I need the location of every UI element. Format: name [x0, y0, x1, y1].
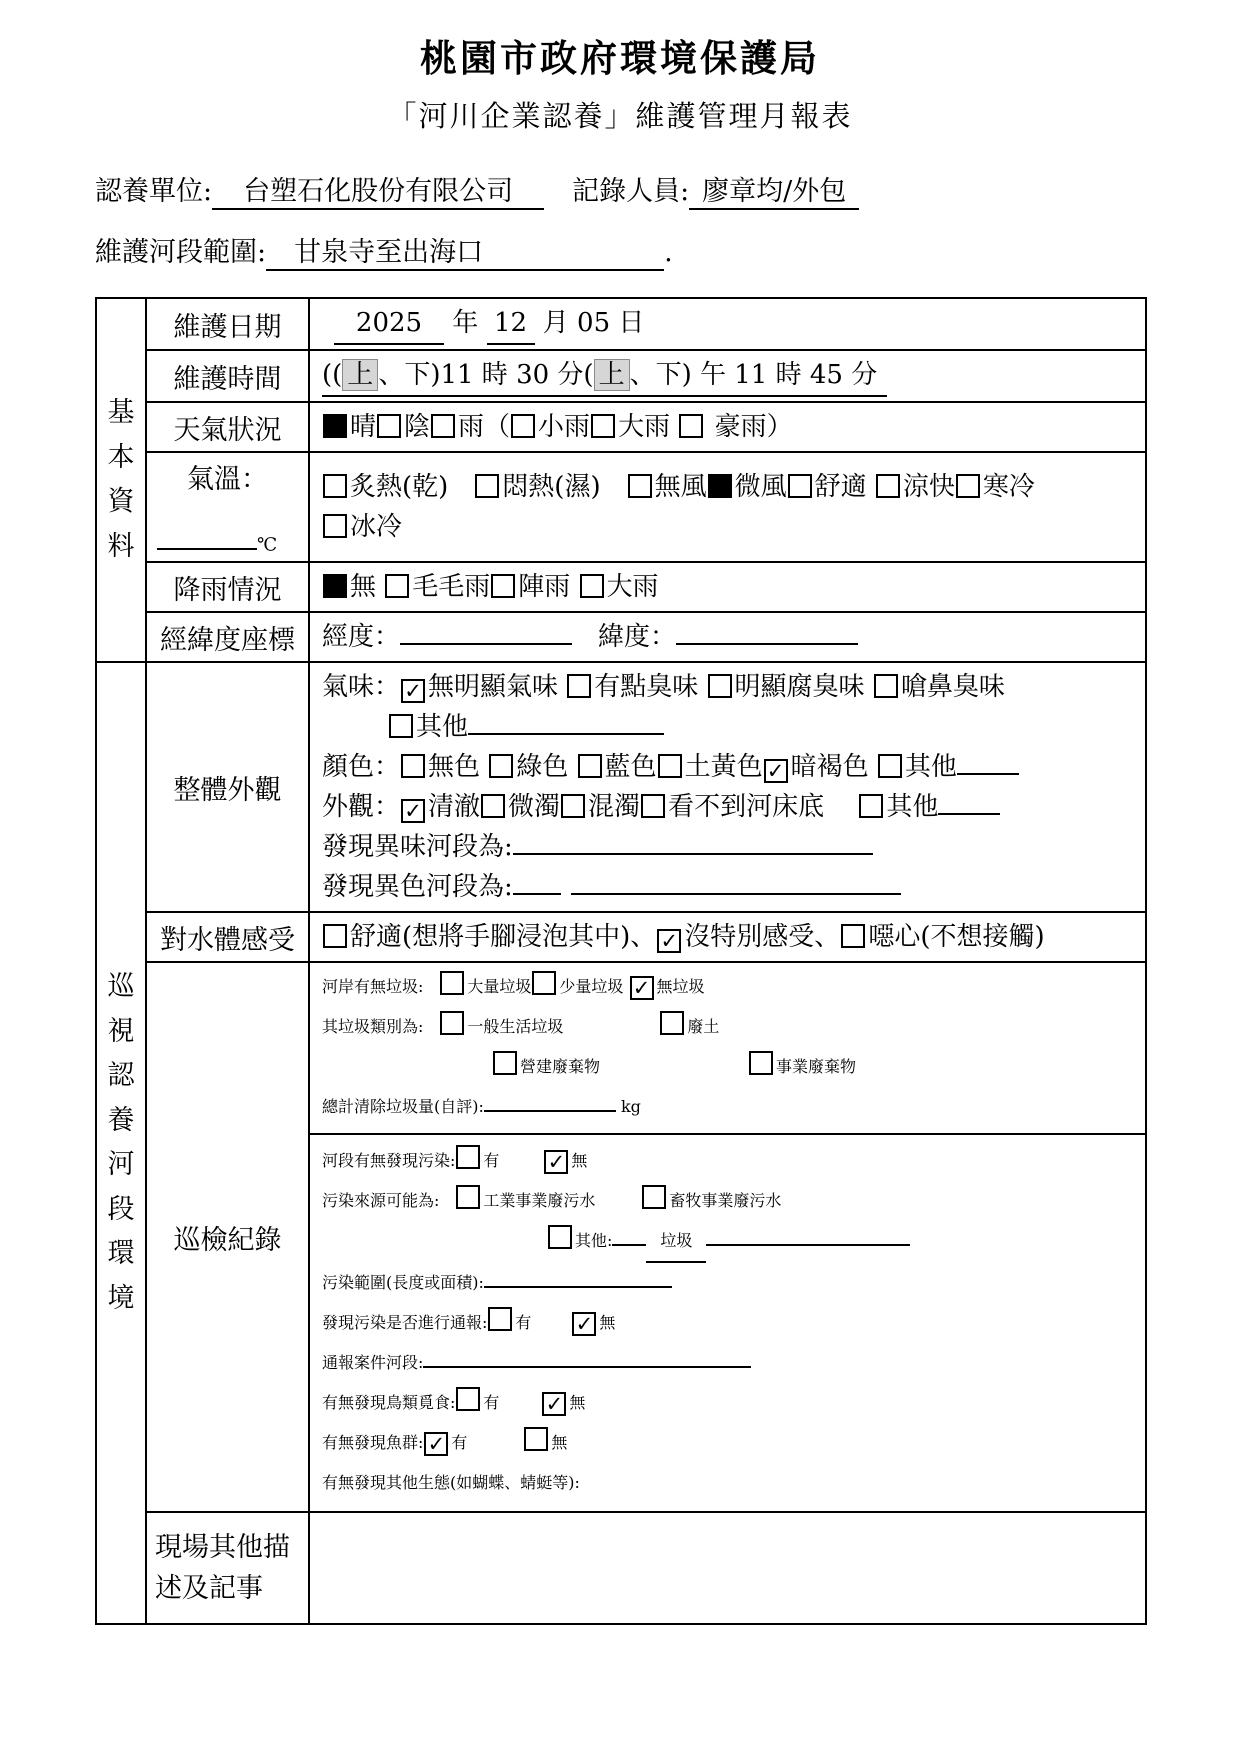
label-maintenance-time: 維護時間: [146, 350, 309, 402]
text: ((: [322, 360, 343, 390]
checkbox-shower[interactable]: [491, 574, 515, 598]
label-overall-appearance: 整體外觀: [146, 662, 309, 912]
text: 陰: [404, 412, 431, 442]
text: 發現污染是否進行通報:: [322, 1313, 488, 1333]
text: 有: [483, 1393, 500, 1413]
latitude-field[interactable]: [676, 618, 858, 645]
checkbox-rainy[interactable]: [431, 414, 455, 438]
field-site-notes[interactable]: [309, 1512, 1146, 1624]
checkbox-drizzle[interactable]: [385, 574, 409, 598]
text: 舒適: [814, 472, 875, 503]
checkbox-garbage-none[interactable]: ✓: [630, 976, 654, 1000]
text: 小雨: [538, 412, 591, 442]
field-fish: [322, 1423, 1139, 1463]
text: 污染範圍(長度或面積):: [322, 1273, 484, 1293]
text: 雨（: [458, 412, 511, 442]
checkbox-odor-other[interactable]: [389, 714, 413, 738]
checkbox-general-household-waste[interactable]: [440, 1011, 464, 1035]
checkbox-fish-yes[interactable]: ✓: [424, 1432, 448, 1456]
text: 月 05 日: [534, 308, 645, 338]
field-color: [322, 747, 1139, 787]
field-other-ecology: [322, 1463, 1139, 1503]
text: 無風: [654, 472, 707, 503]
checkbox-waste-soil[interactable]: [660, 1011, 684, 1035]
field-garbage-type-1: [322, 1007, 1139, 1047]
text: 有無發現其他生態(如蝴蝶、蜻蜓等):: [322, 1473, 580, 1493]
text: 事業廢棄物: [776, 1057, 857, 1077]
section-basic-info-label: 基本資料: [107, 397, 135, 562]
text: 噁心(不想接觸): [868, 922, 1045, 953]
text: 發現異色河段為:: [322, 872, 513, 903]
text: 氣味：: [322, 672, 401, 703]
field-rainfall: [322, 567, 1139, 607]
row-weather: [96, 402, 1146, 452]
checkbox-yellow-brown[interactable]: [658, 754, 682, 778]
text: 、下) 午 11 時 45 分: [629, 360, 878, 390]
field-maintenance-time: [322, 355, 887, 397]
label-weather: 天氣狀況: [146, 402, 309, 452]
text: 污染來源可能為:: [322, 1191, 456, 1211]
color-other-field[interactable]: [957, 748, 1019, 775]
row-maintenance-time: [96, 350, 1146, 402]
checkbox-torrential-rain[interactable]: [679, 414, 703, 438]
text: 工業事業廢污水: [483, 1191, 596, 1211]
text: 其他: [904, 752, 957, 783]
text: 河岸有無垃圾:: [322, 977, 440, 997]
checkbox-dark-brown[interactable]: ✓: [764, 759, 788, 783]
checkbox-light-rain[interactable]: [511, 414, 535, 438]
text: 寒冷: [982, 472, 1035, 503]
text: 舒適(想將手腳浸泡其中)、: [350, 922, 657, 953]
text: 經度：: [322, 622, 401, 653]
field-smell-other: [322, 707, 1139, 747]
text: 炙熱(乾): [350, 472, 475, 503]
text: 有: [515, 1313, 532, 1333]
checkbox-scorching-dry[interactable]: [323, 474, 347, 498]
checkbox-blue[interactable]: [578, 754, 602, 778]
text: 總計清除垃圾量(自評):: [322, 1097, 484, 1117]
field-maintenance-date: [322, 303, 1139, 345]
cell-maintenance-time: [309, 350, 1146, 402]
text: 其他: [886, 792, 939, 823]
section-basic-info: [96, 298, 146, 662]
checkbox-fish-no[interactable]: [524, 1427, 548, 1451]
label-temperature: [146, 452, 309, 562]
checkbox-feel-comfortable[interactable]: [323, 924, 347, 948]
patrol-garbage-block: [310, 963, 1145, 1135]
text: 營建廢棄物: [520, 1057, 601, 1077]
field-birds: [322, 1383, 1139, 1423]
checkbox-cool[interactable]: [876, 474, 900, 498]
text: kg: [615, 1097, 641, 1117]
checkbox-look-other[interactable]: [859, 794, 883, 818]
time-end-am-selected[interactable]: 上: [594, 359, 630, 391]
section-patrol-env-label: 巡視認養河段環境: [107, 971, 135, 1314]
label-patrol-record: 巡檢紀錄: [146, 962, 309, 1512]
cell-rainfall: [309, 562, 1146, 612]
text: 無明顯氣味: [428, 672, 567, 703]
text: 其他: [416, 712, 469, 743]
source-other-field-tail[interactable]: [706, 1230, 910, 1247]
checkbox-rotten-odor[interactable]: [708, 674, 732, 698]
field-odd-color-section: [322, 867, 1139, 907]
section-patrol-env: [96, 662, 146, 1624]
text: 年: [444, 308, 487, 338]
text: 無: [599, 1313, 616, 1333]
text: 一般生活垃圾: [467, 1017, 564, 1037]
text: 大雨: [606, 572, 659, 603]
label-water-feel: 對水體感受: [146, 912, 309, 962]
text: 畜牧事業廢污水: [669, 1191, 782, 1211]
checkbox-cold[interactable]: [956, 474, 980, 498]
text: 無垃圾: [656, 977, 705, 997]
field-odd-smell-section: [322, 827, 1139, 867]
checkbox-rain-none[interactable]: [323, 574, 347, 598]
adopt-unit-label: 認養單位:: [95, 176, 213, 207]
field-garbage-total: [322, 1087, 1139, 1127]
text: 通報案件河段:: [322, 1353, 424, 1373]
text: 其垃圾類別為:: [322, 1017, 440, 1037]
longitude-field[interactable]: [400, 618, 572, 645]
checkbox-sunny[interactable]: [323, 414, 347, 438]
odd-color-section-field-1[interactable]: [513, 868, 561, 895]
text: 河段有無發現污染:: [322, 1151, 456, 1171]
field-temperature-options-2: [322, 507, 1139, 547]
text: 微濁: [508, 792, 561, 823]
row-maintenance-date: [96, 298, 1146, 350]
row-overall-appearance: [96, 662, 1146, 912]
text: 晴: [350, 412, 377, 442]
text: 無色: [428, 752, 489, 783]
text: 沒特別感受、: [684, 922, 841, 953]
text: 土黃色: [684, 752, 763, 783]
row-patrol-record: [96, 962, 1146, 1512]
cell-coordinates: [309, 612, 1146, 662]
pollution-range-field[interactable]: [484, 1272, 672, 1289]
text: 微風: [734, 472, 787, 503]
label-coordinates: 經緯度座標: [146, 612, 309, 662]
checkbox-clear[interactable]: ✓: [401, 799, 425, 823]
checkbox-cloudy[interactable]: [377, 414, 401, 438]
text: 無: [350, 572, 385, 603]
checkbox-birds-yes[interactable]: [456, 1387, 480, 1411]
text: 有無發現鳥類覓食:: [322, 1393, 456, 1413]
checkbox-industrial-wastewater[interactable]: [456, 1185, 480, 1209]
checkbox-green[interactable]: [489, 754, 513, 778]
label-maintenance-date: 維護日期: [146, 298, 309, 350]
page-subtitle: 「河川企業認養」維護管理月報表: [387, 99, 853, 133]
text: ℃: [257, 534, 278, 556]
checkbox-muggy-wet[interactable]: [475, 474, 499, 498]
text: 廢土: [687, 1017, 720, 1037]
text: 少量垃圾: [559, 977, 629, 997]
checkbox-pollution-no[interactable]: ✓: [544, 1150, 568, 1174]
checkbox-source-other[interactable]: [548, 1225, 572, 1249]
field-pollution-found: [322, 1141, 1139, 1181]
field-smell: [322, 667, 1139, 707]
row-rainfall: [96, 562, 1146, 612]
text: 清澈: [428, 792, 481, 823]
month-field[interactable]: 12: [487, 303, 535, 345]
checkbox-pollution-yes[interactable]: [456, 1145, 480, 1169]
cell-temperature: [309, 452, 1146, 562]
text: 毛毛雨: [412, 572, 491, 603]
checkbox-turbid[interactable]: [561, 794, 585, 818]
text: 暗褐色: [790, 752, 877, 783]
text: 涼快: [902, 472, 955, 503]
checkbox-construction-waste[interactable]: [493, 1051, 517, 1075]
label-site-notes: 現場其他描述及記事: [146, 1512, 309, 1624]
text: 緯度：: [572, 622, 677, 653]
header-line-range: [95, 230, 1145, 271]
field-pollution-report: [322, 1303, 1139, 1343]
field-garbage: [322, 967, 1139, 1007]
text: 有: [451, 1433, 468, 1453]
text: 有無發現魚群:: [322, 1433, 424, 1453]
row-coordinates: [96, 612, 1146, 662]
temperature-field[interactable]: [157, 522, 257, 550]
text: 悶熱(濕): [502, 472, 627, 503]
field-look: [322, 787, 1139, 827]
checkbox-heavy-rain[interactable]: [591, 414, 615, 438]
field-pollution-source-other: [322, 1221, 1139, 1263]
text: 大量垃圾: [467, 977, 532, 997]
checkbox-colorless[interactable]: [401, 754, 425, 778]
cell-maintenance-date: [309, 298, 1146, 350]
row-temperature: [96, 452, 1146, 562]
cell-overall-appearance: [309, 662, 1146, 912]
text: 冰冷: [350, 512, 403, 543]
checkbox-comfortable[interactable]: [788, 474, 812, 498]
text: 、下)11 時 30 分(: [378, 360, 594, 390]
checkbox-birds-no[interactable]: ✓: [542, 1392, 566, 1416]
checkbox-disgusting[interactable]: [841, 924, 865, 948]
text: 藍色: [604, 752, 657, 783]
source-other-field-value[interactable]: 垃圾: [646, 1221, 706, 1263]
river-range-label: 維護河段範圍:: [95, 237, 267, 268]
checkbox-livestock-wastewater[interactable]: [642, 1185, 666, 1209]
recorder-label: 記錄人員:: [572, 176, 690, 207]
text: 有: [483, 1151, 500, 1171]
checkbox-no-obvious-odor[interactable]: ✓: [401, 679, 425, 703]
checkbox-garbage-large[interactable]: [440, 971, 464, 995]
field-coordinates: [322, 617, 1139, 657]
checkbox-slight-odor[interactable]: [567, 674, 591, 698]
checkbox-pungent-odor[interactable]: [874, 674, 898, 698]
checkbox-color-other[interactable]: [878, 754, 902, 778]
checkbox-industrial-waste[interactable]: [749, 1051, 773, 1075]
checkbox-garbage-small[interactable]: [532, 971, 556, 995]
text: 混濁: [588, 792, 641, 823]
checkbox-report-yes[interactable]: [488, 1307, 512, 1331]
text: 顏色：: [322, 752, 401, 783]
checkbox-slightly-turbid[interactable]: [481, 794, 505, 818]
odd-smell-section-field[interactable]: [513, 828, 873, 855]
odd-color-section-field-2[interactable]: [571, 868, 901, 895]
field-garbage-type-2: [322, 1047, 1139, 1087]
text: 大雨: [618, 412, 679, 442]
header-line-unit: [95, 169, 1145, 210]
text: 看不到河床底: [668, 792, 859, 823]
field-report-case: [322, 1343, 1139, 1383]
checkbox-report-no[interactable]: ✓: [572, 1312, 596, 1336]
row-site-notes: [96, 1512, 1146, 1624]
text: 發現異味河段為:: [322, 832, 513, 863]
temperature-unit: [149, 522, 306, 557]
source-other-field-lead[interactable]: [612, 1230, 646, 1247]
text: 嗆鼻臭味: [900, 672, 1005, 703]
cell-weather: [309, 402, 1146, 452]
text: 陣雨: [518, 572, 579, 603]
time-start-am-selected[interactable]: 上: [342, 359, 378, 391]
label-rainfall: 降雨情況: [146, 562, 309, 612]
field-temperature-options-1: [322, 467, 1139, 507]
text: 綠色: [516, 752, 577, 783]
temperature-label-text: 氣溫：: [187, 464, 268, 495]
checkbox-no-wind[interactable]: [628, 474, 652, 498]
report-case-field[interactable]: [423, 1352, 751, 1369]
checkbox-breeze[interactable]: [708, 474, 732, 498]
garbage-total-field[interactable]: [484, 1096, 616, 1113]
recorder-field[interactable]: 廖章均/外包: [689, 169, 859, 210]
cell-patrol-record: [309, 962, 1146, 1512]
checkbox-icy[interactable]: [323, 514, 347, 538]
text: 豪雨）: [706, 412, 793, 442]
patrol-pollution-block: [310, 1135, 1145, 1511]
cell-water-feel: [309, 912, 1146, 962]
checkbox-rain-heavy[interactable]: [580, 574, 604, 598]
river-range-field[interactable]: 甘泉寺至出海口: [266, 230, 664, 271]
adopt-unit-field[interactable]: 台塑石化股份有限公司: [212, 169, 544, 210]
text: 無: [551, 1433, 568, 1453]
row-water-feel: [96, 912, 1146, 962]
report-table: [95, 297, 1147, 1625]
field-weather: [322, 407, 1139, 447]
text: 外觀：: [322, 792, 401, 823]
text: 無: [569, 1393, 586, 1413]
checkbox-riverbed-invisible[interactable]: [641, 794, 665, 818]
text: 其他:: [575, 1231, 613, 1251]
river-range-suffix: .: [664, 237, 673, 268]
page-title: 桃園市政府環境保護局: [420, 36, 820, 80]
odor-other-field[interactable]: [468, 708, 664, 735]
text: 有點臭味: [594, 672, 707, 703]
look-other-field[interactable]: [938, 788, 1000, 815]
text: 無: [571, 1151, 588, 1171]
field-pollution-range: [322, 1263, 1139, 1303]
field-pollution-source: [322, 1181, 1139, 1221]
year-field[interactable]: 2025: [334, 303, 444, 345]
text: 明顯腐臭味: [734, 672, 873, 703]
field-water-feel: [322, 917, 1139, 957]
checkbox-no-special-feeling[interactable]: ✓: [657, 929, 681, 953]
